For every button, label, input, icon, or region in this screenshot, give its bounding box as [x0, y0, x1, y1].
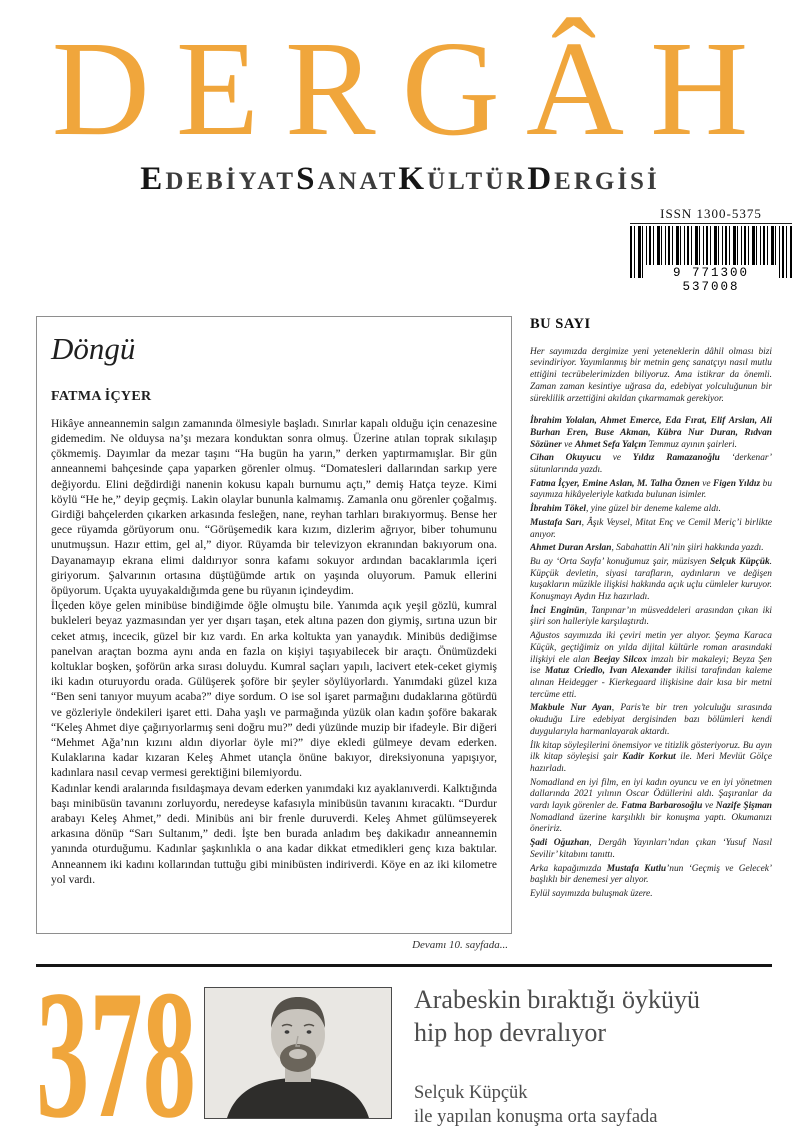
- footer-text: [414, 979, 700, 1129]
- article-body: [51, 417, 497, 888]
- portrait-photo: [204, 987, 392, 1119]
- bu-sayi-item: İbrahim Yolalan, Ahmet Emerce, Eda Fırat, Elif Arslan, Ali Burhan Eren, Buse Akman, Kübra Nur Duran, Rıdvan Sözüner ve Ahmet Sefa Yalçın Temmuz ayının şairleri.: [530, 416, 772, 450]
- issn-box: [630, 206, 792, 294]
- article-box: [36, 316, 512, 934]
- main-content: [0, 316, 800, 956]
- bu-sayi-item: Mustafa Sarı, Âşık Veysel, Mitat Enç ve Cemil Meriç’i birlikte anıyor.: [530, 517, 772, 540]
- bu-sayi-intro: Her sayımızda dergimize yeni yeteneklerin dâhil olması bizi sevindiriyor. Yayımlanmış bir metnin genç sanatçıyı nasıl mutlu ettiğini tecrübelerimizden biliyoruz. Ama istikrar da önemli. Zaman zaman kesintiye uğrasa da, edebiyat yolculuğunun bir süreklilik arzettiğini akıldan çıkarmamak gerekiyor.: [530, 346, 772, 404]
- bu-sayi-item: Şadi Oğuzhan, Dergâh Yayınları’ndan çıkan ‘Yusuf Nasıl Sevilir’ kitabını tanıttı.: [530, 838, 772, 860]
- bu-sayi-item: İlk kitap söyleşilerini önemsiyor ve titizlik gösteriyoruz. Bu ayın ilk kitap söyleşisi şair Kadir Korkut ile. Meri Mevlüt Gölçe hazırladı.: [530, 740, 772, 774]
- bu-sayi-items: [530, 416, 772, 900]
- article-paragraph: Kadınlar kendi aralarında fısıldaşmaya devam ederken yanımdaki kız ayaklanıverdi. Kalktığında başı minibüsün tavanını zorluyordu, neredeyse kafasıyla minibüsün tavanını kıracaktı. “Durdur arabayı Keleş Ahmet,” dedi. Minibüs ani bir frenle duruverdi. Keleş Ahmet gülümseyerek arkasına dönüp “Sarı Sultanım,” dedi. İşte ben burada anladım beş dakikadır anneannemin yanında oturduğumu. Kadınlar şaşkınlıkla o ana kadar dikkat etmedikleri genç kıza baktılar. Anneannem iki kadını kollarından tuttuğu gibi minibüsten indiriverdi. Köye en az iki kilometre yol vardı.: [51, 782, 497, 886]
- issue-number: 378: [36, 951, 197, 1148]
- article-paragraph: İlçeden köye gelen minibüse bindiğimde öğle olmuştu bile. Yanımda açık yeşil gözlü, kumral bukleleri beyaz yazmasından yer yer dışarı taşan, etek altına pazen don giymiş, sırtına uzun bir ceket atmış, incecik, güzel bir kız vardı. En arka koltukta yan yanaydık. Minibüs dediğimse panelvan araçtan bozma aynı anda en fazla on kişiyi taşıyabilecek bir araçtı. Önümüzdeki koltuklar boşken, şoförün arka sırası doluydu. Kumral saçları yapılı, lacivert etek-ceket giymiş iki kadın oturuyordu orada. Gülüşerek şoföre bir şeyler söylüyorlardı. Yanımdaki güzel kıza “Ben seni tanıyor muyum acaba?” diye sordum. O ise sol işaret parmağını dudaklarına götürdü ve gözleriyle öndekileri işaret etti. Daha yaşlı ve parmağında yüzük olan kadın şoföre bakarak “Keleş Ahmet diye çağırıyorlarmış seni doğru mu?” dedi yüzünde muzip bir ifadeyle. Bir diğeri “Mehmet Ağa’nın kızını aldın diyorlar öyle mi?” diye ekledi gülmeye devam ederken. Kulaklarına kadar kızaran Keleş Ahmet utançla önüne bakıyor, direksiyonuna yapışıyor, kadınlara nasıl cevap vermesi gerektiğini bilemiyordu.: [51, 600, 497, 780]
- article-column: [36, 316, 512, 956]
- subtitle-initial: D: [527, 160, 555, 197]
- issn-label: ISSN 1300-5375: [630, 206, 792, 224]
- headline-line-2: hip hop devralıyor: [414, 1017, 607, 1047]
- bu-sayi-item: Ahmet Duran Arslan, Sabahattin Ali’nin şiiri hakkında yazdı.: [530, 543, 764, 554]
- bu-sayi-item: Fatma İçyer, Emine Aslan, M. Talha Öznen ve Figen Yıldız bu sayımıza hikâyeleriyle katkıda bulunan isimler.: [530, 478, 772, 501]
- subtitle-initial: K: [398, 160, 428, 197]
- magazine-subtitle: [0, 161, 800, 198]
- bu-sayi-item: Nomadland en iyi film, en iyi kadın oyuncu ve en iyi yönetmen dallarında 2021 yılının Oscar Ödüllerini aldı. Şaşıranlar da vardı layık görenler de. Fatma Barbarosoğlu ve Nazife Şişman Nomadland üzerine karşılıklı bir konuşma yaptı. Okumanızı öneririz.: [530, 777, 772, 835]
- headline-line-1: Arabeskin bıraktığı öyküyü: [414, 984, 700, 1014]
- bu-sayi-item: Cihan Okuyucu ve Yıldız Ramazanoğlu ‘derkenar’ sütunlarında yazdı.: [530, 453, 772, 476]
- bu-sayi-item: Eylül sayımızda buluşmak üzere.: [530, 888, 653, 899]
- caption-line-2: ile yapılan konuşma orta sayfada: [414, 1106, 658, 1127]
- magazine-title: DERGÂH: [51, 14, 775, 164]
- issn-area: [0, 206, 800, 294]
- bu-sayi-column: [530, 316, 772, 956]
- bu-sayi-heading: BU SAYI: [530, 315, 591, 332]
- subtitle-word: ANAT: [317, 167, 399, 195]
- article-title: Döngü: [51, 330, 136, 366]
- bu-sayi-item: Ağustos sayımızda iki çeviri metin yer alıyor. Şeyma Karaca Küçük, geçtiğimiz on yılda dijital kültürle roman arasındaki ilişkiyi ele alan Beejay Silcox imzalı bir makaleyi; Beyza Şen ise Matuz Criedlo, Ivan Alexander ikilisi tarafından kaleme alınan Heidegger - Kierkegaard ilişkisine dair kısa bir metni tercüme etti.: [530, 631, 772, 700]
- subtitle-word: DEBİYAT: [165, 167, 297, 195]
- bu-sayi-item: Bu ay ‘Orta Sayfa’ konuğumuz şair, müzisyen Selçuk Küpçük. Küpçük devletin, siyasi tarafların, aydınların ve değişen kuşakların müzikle ilişkisi hakkında açık uçlu cümleler kuruyor. Konuşmayı Aydın Hız hazırladı.: [530, 556, 772, 603]
- article-author: FATMA İÇYER: [51, 388, 152, 404]
- barcode-digits: 9 771300 537008: [643, 265, 779, 294]
- bu-sayi-item: Makbule Nur Ayan, Paris’te bir tren yolculuğu sırasında okuduğu Lire edebiyat dergisinden bazı bölümleri kendi duygularıyla harmanlayarak aktardı.: [530, 703, 772, 737]
- continuation-note: Devamı 10. sayfada...: [412, 938, 508, 951]
- bu-sayi-item: İnci Enginün, Tanpınar’ın müsveddeleri arasından çıkan iki şiiri son halleriyle karşılaştırdı.: [530, 605, 772, 628]
- footer: [0, 951, 800, 1148]
- cover-headline: [414, 983, 700, 1049]
- cover-caption: [414, 1081, 700, 1129]
- masthead: [0, 0, 800, 294]
- article-paragraph: Hikâye anneannemin salgın zamanında ölmesiyle başladı. Sınırlar kapalı olduğu için cenazesine gidemedim. Ne olduysa na’şı mezara konduktan sonra olmuş. Üzerine atılan toprak sıkılaşıp çökmemiş. Dayımlar da mezar taşını “Ha bugün ha yarın,” derken yaptırmamışlar. Bir gün anneannemi bahçesinde çapa yaparken görenler olmuş. “Domatesleri dallarından sarkıp yere değiyordu. Elini değdirdiği nanenin kokusu kapalı burnumu açtı,” demiş Hatça teyze. Kimi köylü “He he,” deyip geçmiş. Lakin olaylar bununla kalmamış. Zamanla onu görenler çoğalmış. Girdiği bahçelerden çıkarken arkasında fesleğen, nane, reyhan tarhları bırakıyormuş. Bense her gece rüyamda görüyorum onu. “Görüşemedik kara kızım, dizlerim ağrıyor, biber tohumunu unutmuşsun. Hazır ettim, gel al,” diyor. Rüyamda bir televizyon ekranından bakıyorum ona. Dayanamayıp ekrana elimi daldırıyor sonra kafamı sokuyor ardından bacaklarımla içeri giriyorum. Şalvarının ortasına düştüğümde artık on yaşında oluyorum. Pamuk ellerini öpüyorum. Uçakta uyuyakaldığımda gene bu rüyanın içindeydim.: [51, 417, 497, 597]
- bu-sayi-item: İbrahim Tökel, yine güzel bir deneme kaleme aldı.: [530, 504, 721, 515]
- subtitle-word: ERGİSİ: [554, 167, 660, 195]
- subtitle-initial: E: [140, 160, 166, 197]
- subtitle-initial: S: [296, 160, 318, 197]
- bu-sayi-item: Arka kapağımızda Mustafa Kutlu’nun ‘Geçmiş ve Gelecek’ başlıklı bir denemesi yer alıyor.: [530, 863, 772, 886]
- caption-line-1: Selçuk Küpçük: [414, 1082, 528, 1103]
- subtitle-word: ÜLTÜR: [427, 167, 528, 195]
- portrait-photo-graphic: [205, 988, 391, 1118]
